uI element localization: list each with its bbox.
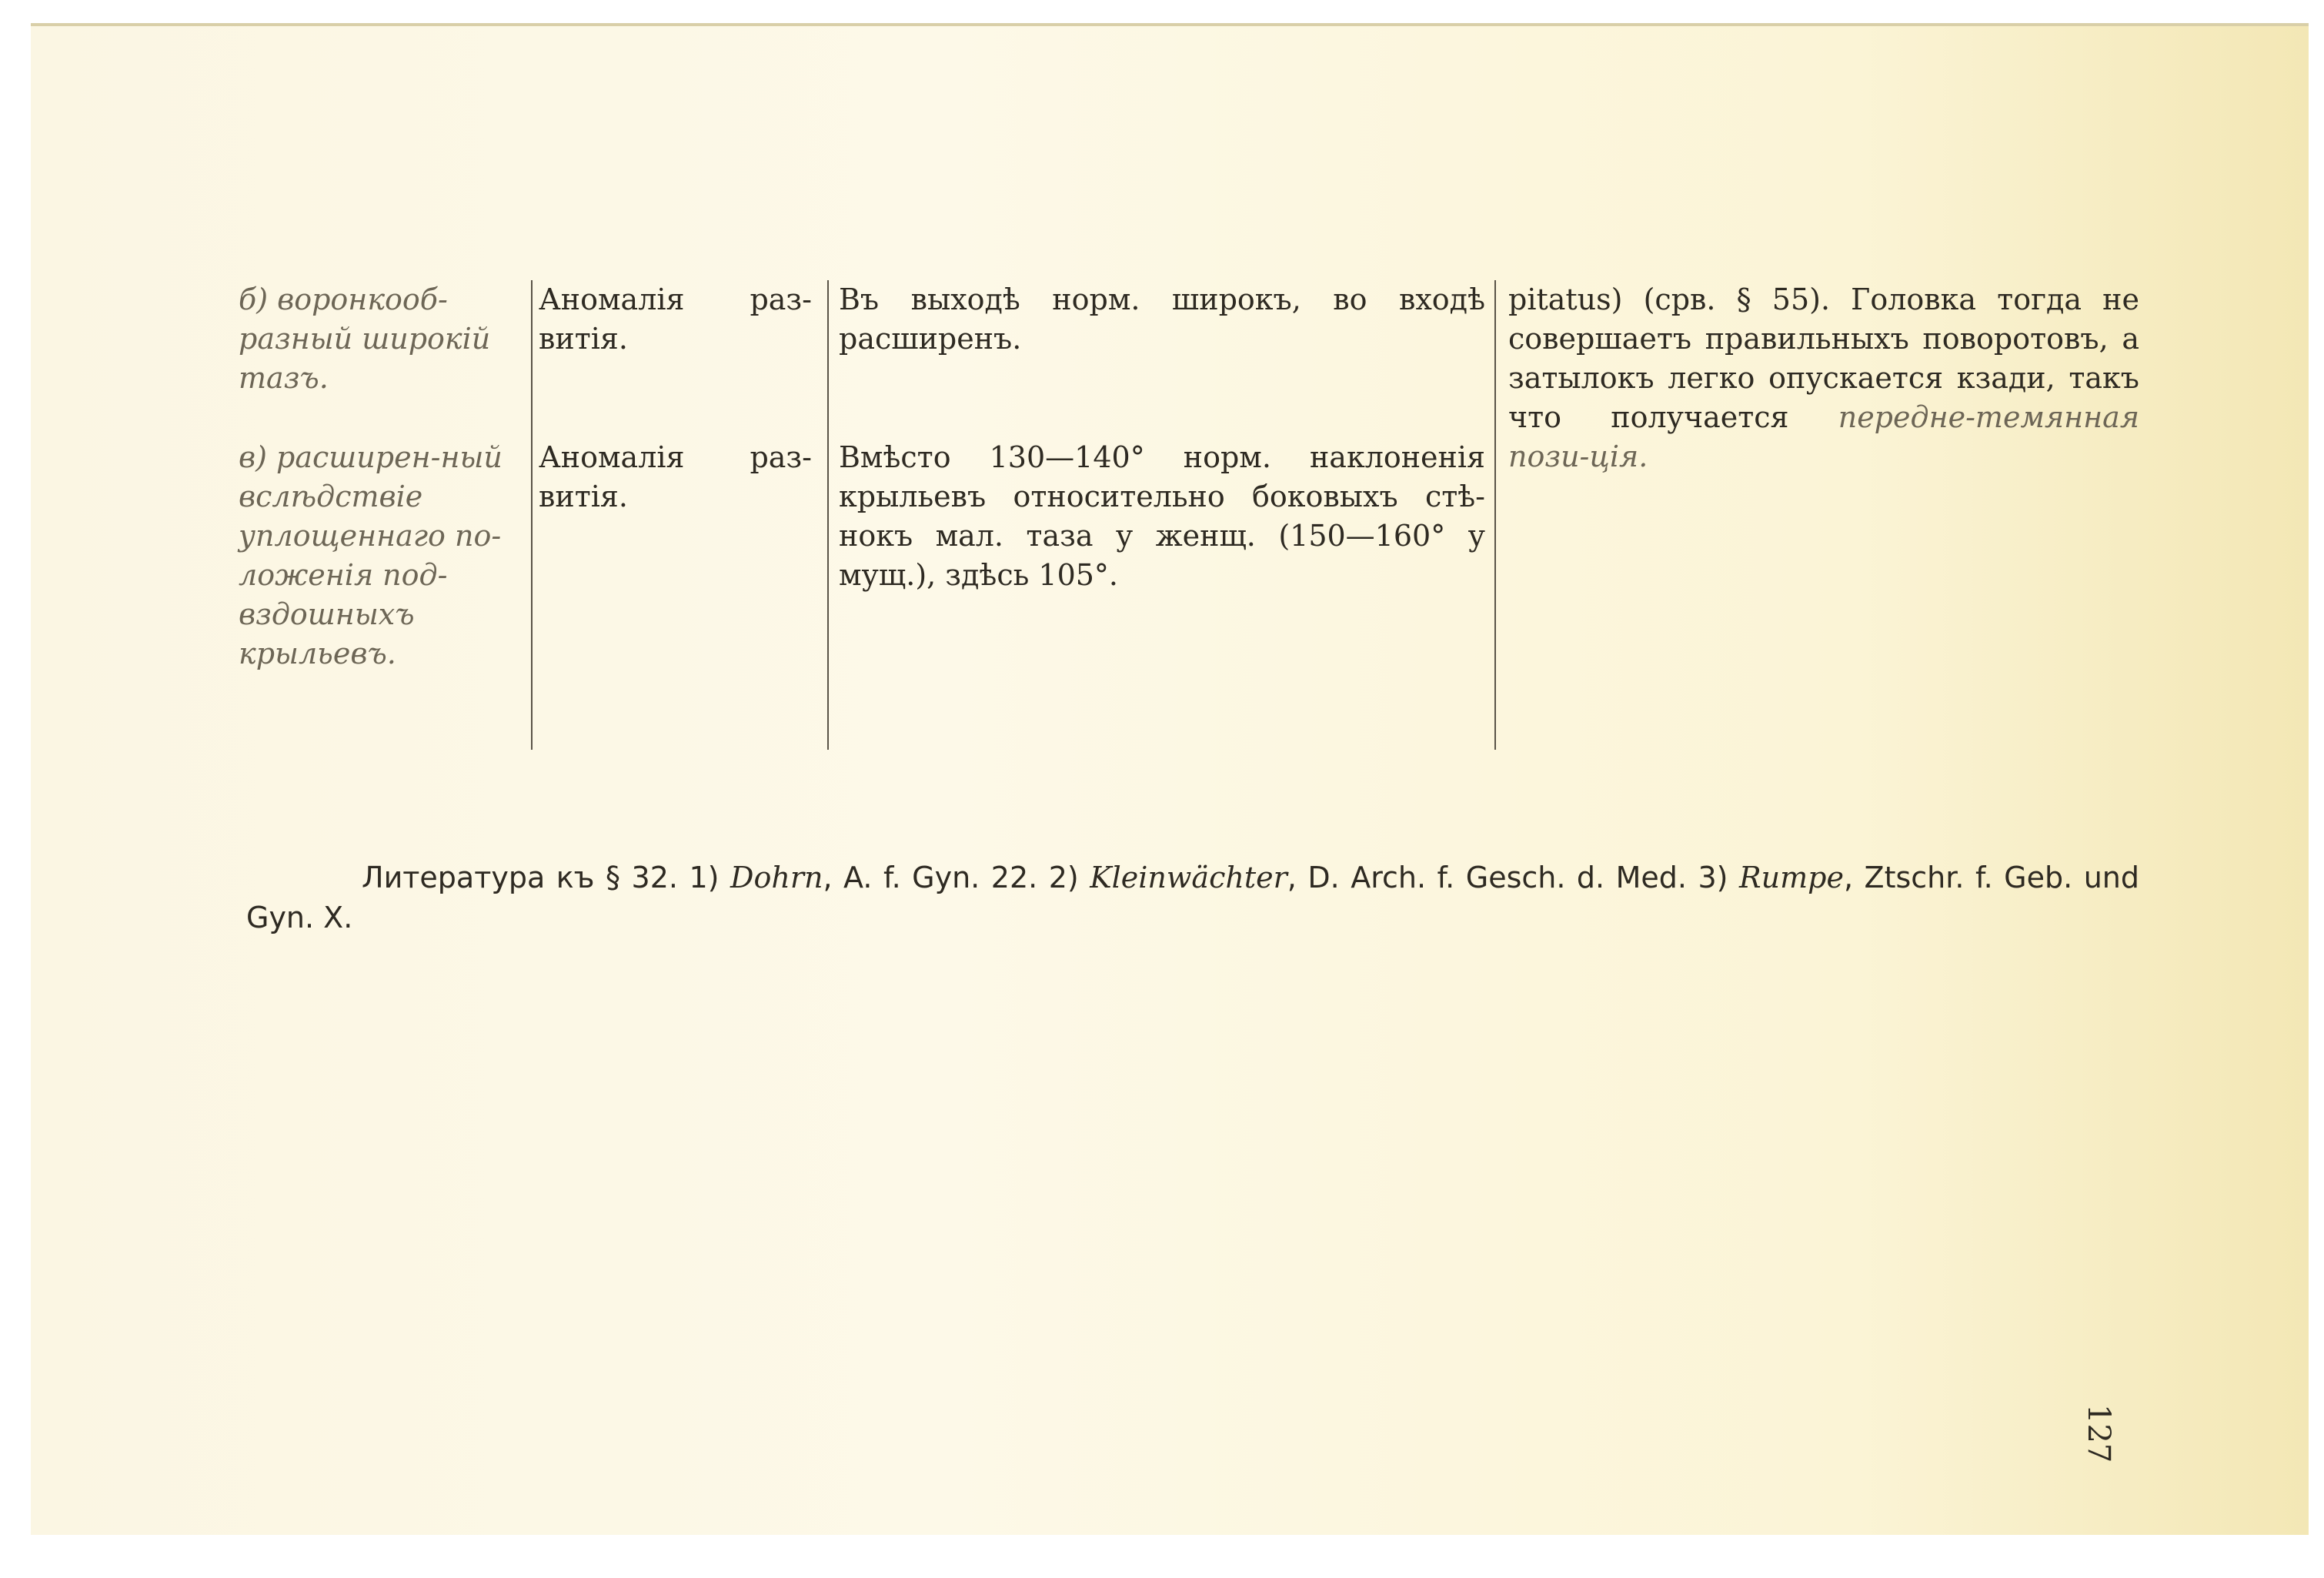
row1-consequence: [1508, 280, 2139, 476]
page-number: 127: [2081, 1404, 2116, 1463]
row2-cause: Аномалія раз-витія.: [539, 440, 812, 513]
literature-text-1: , A. f. Gyn. 22. 2): [823, 861, 1090, 894]
author-rumpe: Rumpe: [1739, 861, 1844, 894]
book-page: [31, 23, 2309, 1535]
column-divider: [827, 280, 829, 750]
row1-cause: Аномалія раз-витія.: [539, 283, 812, 356]
anomaly-table: [215, 280, 2155, 750]
literature-prefix: Литература къ § 32. 1): [362, 861, 730, 894]
row1-consequence-italic: передне-темянная пози-ція.: [1508, 400, 2139, 473]
row1-name: б) воронкооб-разный широкій тазъ.: [239, 283, 491, 395]
author-kleinwaechter: Kleinwächter: [1090, 861, 1287, 894]
literature-reference: [246, 858, 2139, 938]
literature-text-2: , D. Arch. f. Gesch. d. Med. 3): [1287, 861, 1740, 894]
row2-name: в) расширен-ный вслѣдствіе уплощеннаго по-ложенія под-вздошныхъ крыльевъ.: [239, 440, 503, 670]
column-divider: [531, 280, 533, 750]
row2-shape: Вмѣсто 130—140° норм. наклоненія крыльевъ относительно боковыхъ стѣ-нокъ мал. таза у женщ. (150—160° у мущ.), здѣсь 105°.: [839, 440, 1485, 592]
row1-consequence-text: pitatus) (срв. § 55). Головка тогда не совершаетъ правильныхъ поворотовъ, а затылокъ легко опускается кзади, такъ что получается: [1508, 283, 2139, 434]
row1-shape: Въ выходѣ норм. широкъ, во входѣ расширенъ.: [839, 283, 1485, 356]
literature-text-3: , Ztschr. f. Geb. und Gyn. X.: [246, 861, 2140, 934]
author-dohrn: Dohrn: [730, 861, 823, 894]
column-divider: [1494, 280, 1496, 750]
